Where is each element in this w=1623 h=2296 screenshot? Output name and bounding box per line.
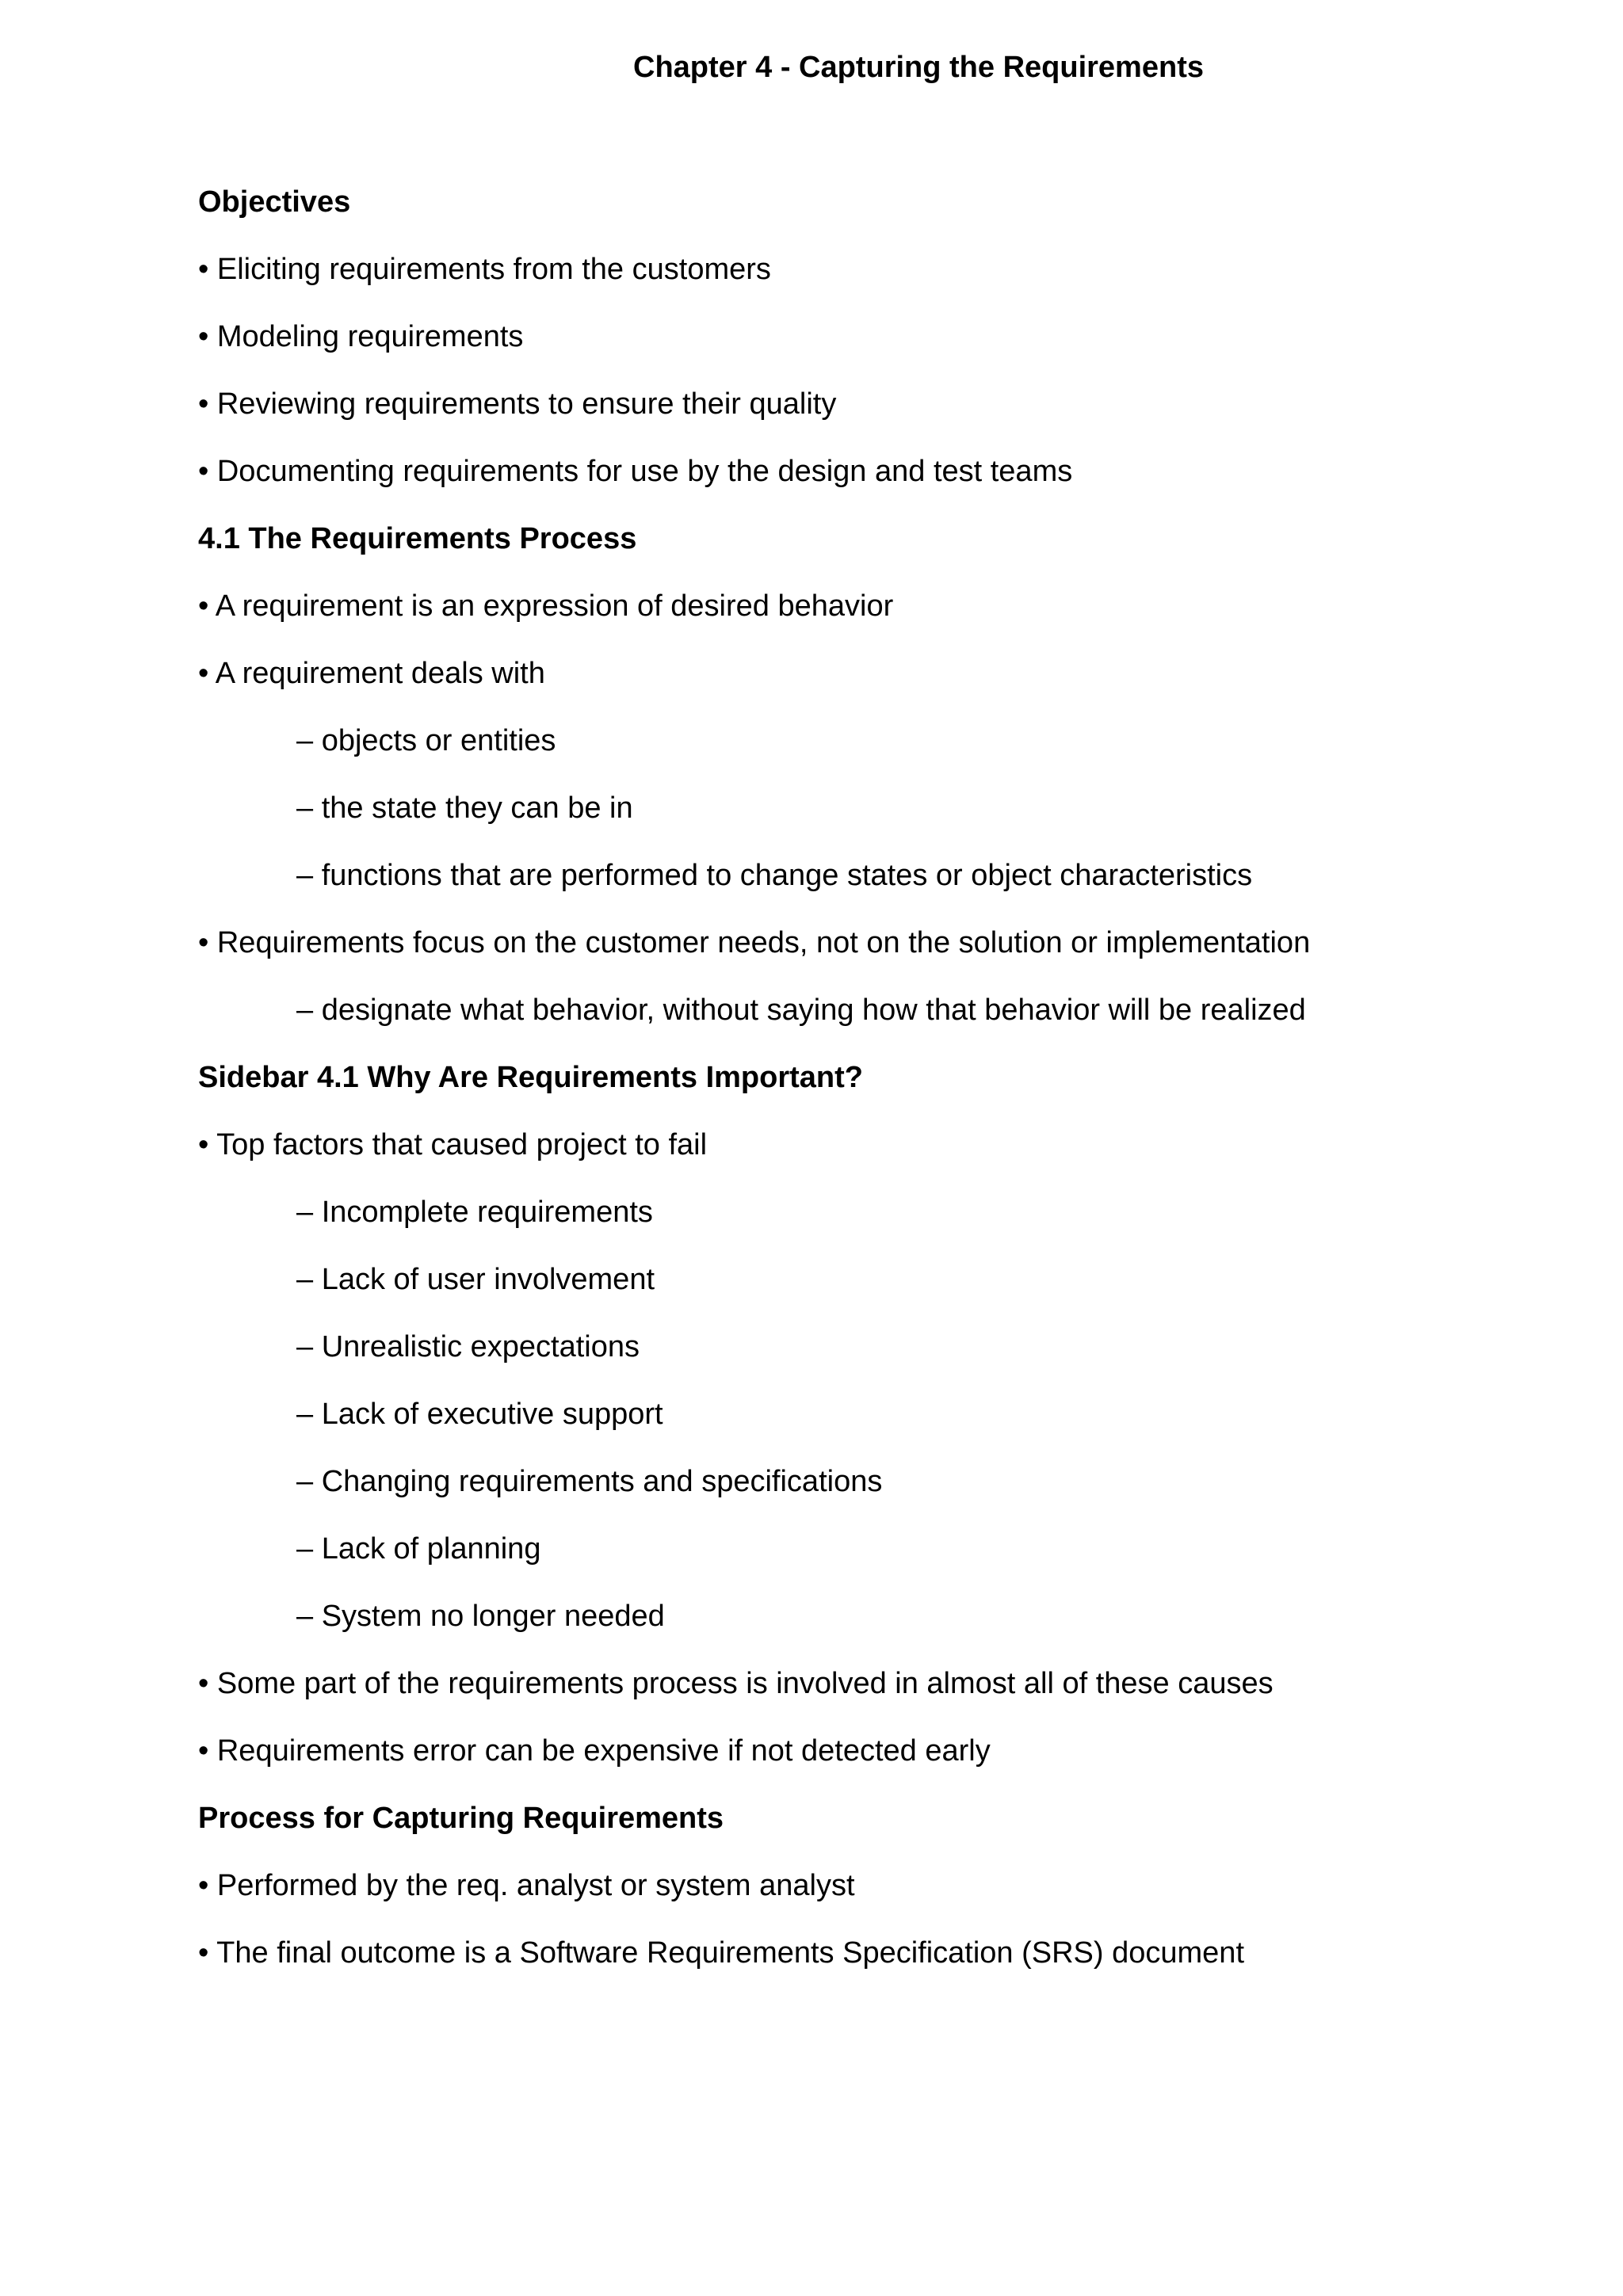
section-heading: Process for Capturing Requirements: [198, 1802, 724, 1835]
bullet-item: • Documenting requirements for use by the design and test teams: [198, 455, 1073, 488]
sub-bullet-item: – Changing requirements and specifications: [296, 1465, 883, 1498]
bullet-item: • Modeling requirements: [198, 320, 524, 353]
sub-bullet-item: – objects or entities: [296, 724, 556, 757]
bullet-item: • Reviewing requirements to ensure their quality: [198, 387, 837, 421]
sub-bullet-item: – the state they can be in: [296, 791, 633, 825]
bullet-item: • Requirements focus on the customer needs, not on the solution or implementation: [198, 926, 1311, 959]
bullet-item: • Eliciting requirements from the customers: [198, 253, 771, 286]
bullet-item: • A requirement deals with: [198, 657, 545, 690]
bullet-item: • Some part of the requirements process is involved in almost all of these causes: [198, 1667, 1274, 1700]
section-heading: Sidebar 4.1 Why Are Requirements Important?: [198, 1061, 863, 1094]
sub-bullet-item: – Lack of executive support: [296, 1398, 663, 1431]
sub-bullet-item: – designate what behavior, without saying how that behavior will be realized: [296, 994, 1306, 1027]
bullet-item: • A requirement is an expression of desired behavior: [198, 589, 894, 623]
sub-bullet-item: – Unrealistic expectations: [296, 1330, 640, 1363]
sub-bullet-item: – Lack of planning: [296, 1532, 541, 1566]
section-heading: 4.1 The Requirements Process: [198, 522, 637, 555]
section-heading: Objectives: [198, 185, 351, 219]
sub-bullet-item: – functions that are performed to change states or object characteristics: [296, 859, 1253, 892]
sub-bullet-item: – System no longer needed: [296, 1600, 665, 1633]
sub-bullet-item: – Incomplete requirements: [296, 1196, 653, 1229]
chapter-title: Chapter 4 - Capturing the Requirements: [633, 51, 1204, 84]
document-body: [198, 182, 1545, 2000]
bullet-item: • Requirements error can be expensive if not detected early: [198, 1734, 991, 1768]
bullet-item: • The final outcome is a Software Requirements Specification (SRS) document: [198, 1936, 1244, 1970]
sub-bullet-item: – Lack of user involvement: [296, 1263, 655, 1296]
bullet-item: • Top factors that caused project to fail: [198, 1128, 708, 1161]
bullet-item: • Performed by the req. analyst or system analyst: [198, 1869, 855, 1902]
